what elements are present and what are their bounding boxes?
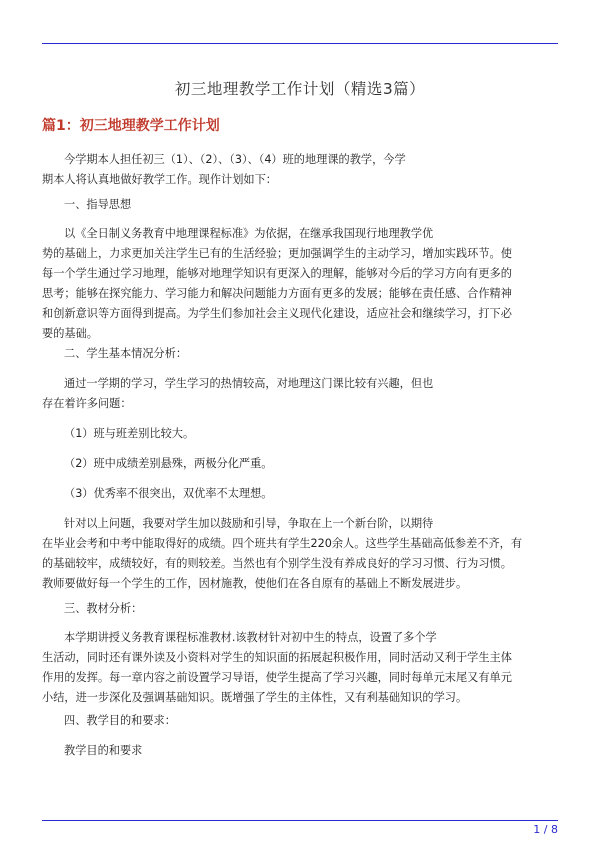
text-line: 小结，进一步深化及强调基础知识。既增强了学生的主体性，又有利基础知识的学习。 [42, 691, 468, 704]
text-line: 在毕业会考和中考中能取得好的成绩。四个班共有学生220余人。这些学生基础高低参差不齐，有 [42, 537, 523, 550]
text-line: 要的基础。 [42, 327, 98, 340]
text-line: 今学期本人担任初三（1）、（2）、（3）、（4）班的地理课的教学，今学 [64, 153, 406, 166]
text-line: 本学期讲授义务教育课程标准教材.该教材针对初中生的特点，设置了多个学 [64, 631, 437, 644]
paragraph-guiding-ideology [42, 224, 558, 344]
text-line: 势的基础上，力求更加关注学生已有的生活经验；更加强调学生的主动学习，增加实践环节。使 [42, 247, 512, 260]
text-line: （1）班与班差别比较大。 [64, 427, 195, 440]
list-item-3 [42, 484, 558, 504]
text-line: 作用的发挥。每一章内容之前设置学习导语，使学生提高了学习兴趣，同时每单元末尾又有单元 [42, 671, 512, 684]
text-line: 和创新意识等方面得到提高。为学生们参加社会主义现代化建设，适应社会和继续学习，打下必 [42, 307, 512, 320]
text-line: 教学目的和要求 [64, 744, 143, 757]
heading-textbook-analysis [42, 599, 558, 619]
heading-guiding-ideology [42, 195, 558, 215]
list-item-1 [42, 424, 558, 444]
text-line: 的基础较牢，成绩较好，有的则较差。当然也有个别学生没有养成良好的学习习惯、行为习惯。 [42, 557, 512, 570]
footer-rule [42, 820, 558, 821]
text-line: 生活动，同时还有课外读及小资料对学生的知识面的拓展起积极作用，同时活动又利于学生主体 [42, 651, 512, 664]
list-item-2 [42, 454, 558, 474]
page-indicator: 1 / 8 [533, 823, 558, 836]
text-line: 通过一学期的学习，学生学习的热情较高，对地理这门课比较有兴趣，但也 [64, 377, 434, 390]
text-line: 针对以上问题，我要对学生加以鼓励和引导，争取在上一个新台阶，以期待 [64, 517, 434, 530]
text-line: （2）班中成绩差别悬殊，两极分化严重。 [64, 457, 273, 470]
text-line: 期本人将认真地做好教学工作。现作计划如下： [42, 173, 277, 186]
document-title: 初三地理教学工作计划（精选3篇） [174, 80, 426, 98]
text-line: 思考；能够在探究能力、学习能力和解决问题能力方面有更多的发展；能够在责任感、合作精神 [42, 287, 512, 300]
paragraph-student-analysis [42, 374, 558, 414]
header-rule [42, 43, 558, 44]
text-line: 二、学生基本情况分析： [64, 347, 188, 360]
text-line: （3）优秀率不很突出，双优率不太理想。 [64, 487, 273, 500]
text-line: 四、教学目的和要求： [64, 714, 176, 727]
paragraph-intro [42, 150, 558, 190]
text-line: 三、教材分析： [64, 602, 143, 615]
section-title: 篇1：初三地理教学工作计划 [42, 118, 220, 134]
text-line: 一、指导思想 [64, 198, 132, 211]
text-line: 每一个学生通过学习地理，能够对地理学知识有更深入的理解，能够对今后的学习方向有更多的 [42, 267, 512, 280]
heading-teaching-goals [42, 711, 558, 731]
paragraph-teaching-goals [42, 741, 558, 761]
paragraph-textbook-analysis [42, 628, 558, 708]
paragraph-response [42, 514, 558, 594]
text-line: 以《全日制义务教育中地理课程标准》为依据，在继承我国现行地理教学优 [64, 227, 434, 240]
text-line: 存在着许多问题： [42, 397, 132, 410]
heading-student-analysis [42, 344, 558, 364]
text-line: 教师要做好每一个学生的工作，因材施教，使他们在各自原有的基础上不断发展进步。 [42, 577, 468, 590]
